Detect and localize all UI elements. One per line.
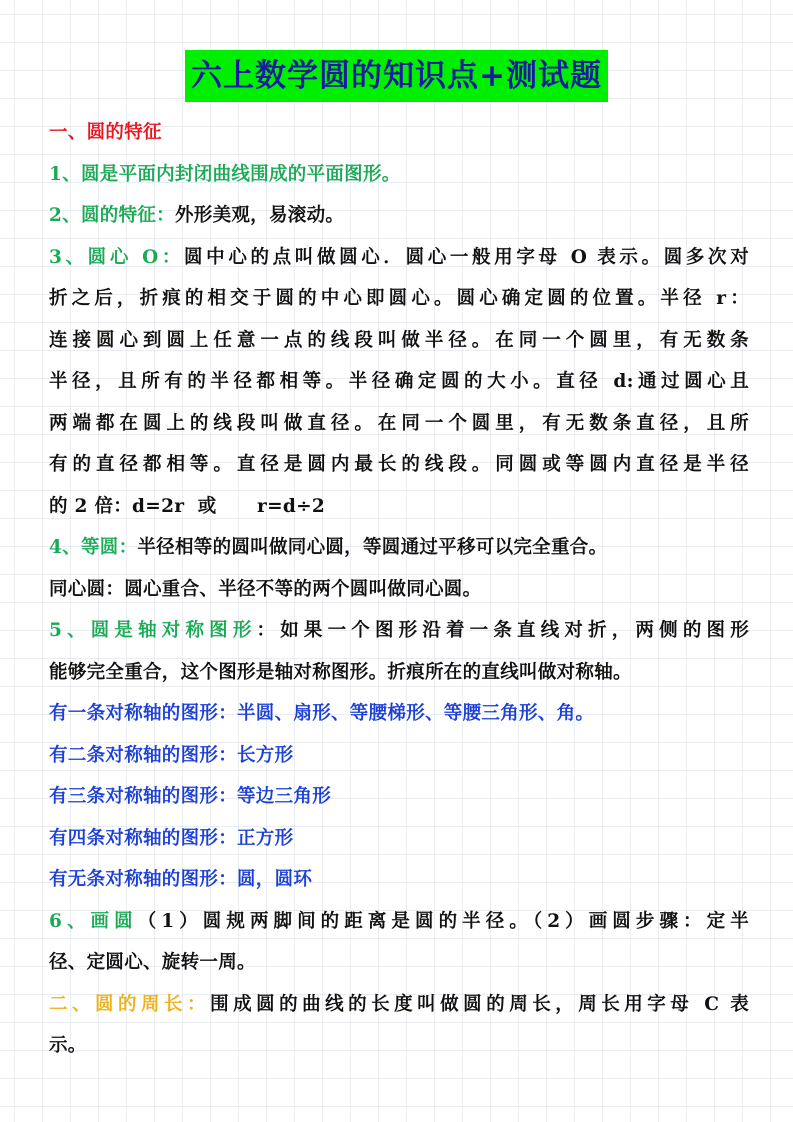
point-3-label: 3、圆心 O： bbox=[49, 246, 185, 268]
point-3-text-1: 圆中心的点叫做圆心．圆心一般用字母 O 表示。圆多次对 bbox=[184, 246, 749, 268]
point-2-text: 外形美观，易滚动。 bbox=[174, 205, 345, 226]
point-1: 1、圆是平面内封闭曲线围成的平面图形。 bbox=[49, 163, 401, 185]
point-6-line-2: 径、定圆心、旋转一周。 bbox=[49, 952, 256, 973]
axis-two: 有二条对称轴的图形：长方形 bbox=[49, 744, 294, 766]
point-4-line-1 bbox=[49, 527, 749, 569]
point-2 bbox=[49, 195, 749, 237]
section-heading-1: 一、圆的特征 bbox=[49, 122, 162, 143]
point-5-line-2: 能够完全重合，这个图形是轴对称图形。折痕所在的直线叫做对称轴。 bbox=[49, 661, 632, 683]
point-6-label: 6、画圆 bbox=[49, 910, 138, 932]
point-2-label: 2、圆的特征： bbox=[49, 205, 175, 226]
point-3-line-2: 折之后，折痕的相交于圆的中心即圆心。圆心确定圆的位置。半径 r： bbox=[49, 288, 749, 309]
point-4-line-2: 同心圆：圆心重合、半径不等的两个圆叫做同心圆。 bbox=[49, 578, 482, 600]
point-3-line-4: 半径，且所有的半径都相等。半径确定圆的大小。直径 d:通过圆心且 bbox=[49, 371, 749, 392]
point-5-line-1 bbox=[49, 610, 749, 652]
axis-four: 有四条对称轴的图形：正方形 bbox=[49, 827, 294, 849]
section-2-line-1 bbox=[49, 984, 749, 1026]
page-title: 六上数学圆的知识点+测试题 bbox=[185, 50, 608, 102]
section-2-line-2: 示。 bbox=[49, 1035, 87, 1056]
point-3-line-6: 有的直径都相等。直径是圆内最长的线段。同圆或等圆内直径是半径 bbox=[49, 454, 749, 475]
section-2-text: 围成圆的曲线的长度叫做圆的周长，周长用字母 C 表 bbox=[210, 993, 749, 1015]
point-6-text: （1）圆规两脚间的距离是圆的半径。（2）画圆步骤：定半 bbox=[137, 910, 749, 932]
point-3-line-1 bbox=[49, 237, 749, 279]
axis-three: 有三条对称轴的图形：等边三角形 bbox=[49, 786, 332, 807]
point-5-label: 5、圆是轴对称图形 bbox=[49, 620, 257, 641]
point-5-text: ：如果一个图形沿着一条直线对折，两侧的图形 bbox=[256, 620, 749, 641]
axis-one: 有一条对称轴的图形：半圆、扇形、等腰梯形、等腰三角形、角。 bbox=[49, 703, 595, 724]
point-3-line-5: 两端都在圆上的线段叫做直径。在同一个圆里，有无数条直径，且所 bbox=[49, 412, 749, 434]
title-wrapper bbox=[0, 50, 793, 102]
point-4-label: 4、等圆： bbox=[49, 537, 138, 558]
point-4-text: 半径相等的圆叫做同心圆，等圆通过平移可以完全重合。 bbox=[137, 537, 608, 558]
point-3-line-3: 连接圆心到圆上任意一点的线段叫做半径。在同一个圆里，有无数条 bbox=[49, 329, 749, 351]
point-3-line-7: 的 2 倍：d=2r 或 r=d÷2 bbox=[49, 495, 326, 517]
axis-infinite: 有无条对称轴的图形：圆，圆环 bbox=[49, 869, 313, 890]
document-body bbox=[49, 112, 749, 1067]
section-heading-2: 二、圆的周长： bbox=[49, 993, 211, 1015]
point-6-line-1 bbox=[49, 901, 749, 943]
